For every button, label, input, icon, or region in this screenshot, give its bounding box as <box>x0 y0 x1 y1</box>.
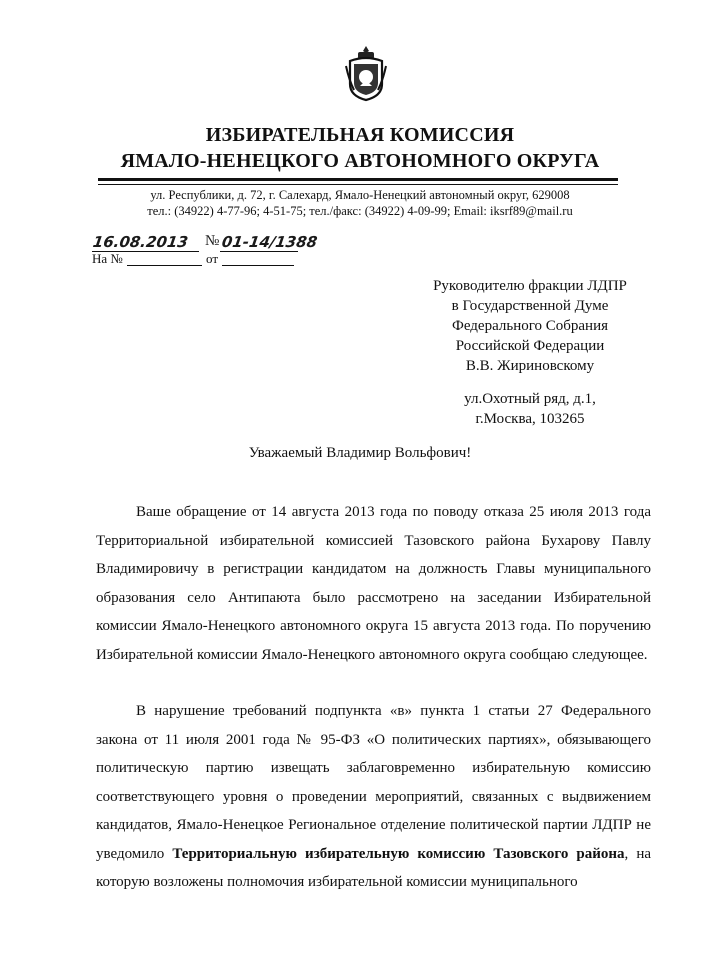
addressee-line: Российской Федерации <box>455 338 605 354</box>
greeting: Уважаемый Владимир Вольфович! <box>248 445 472 461</box>
addressee-city: г.Москва, 103265 <box>475 411 585 427</box>
coat-of-arms-icon <box>345 44 387 102</box>
addressee-name: В.В. Жириновскому <box>465 358 595 374</box>
header-divider-thin <box>98 184 618 185</box>
header-divider-thick <box>98 178 618 181</box>
body-paragraph-2 <box>96 697 651 897</box>
addressee-line: Федерального Собрания <box>451 318 609 334</box>
incoming-date-blank <box>222 265 294 266</box>
org-title-line2: ЯМАЛО-НЕНЕЦКОГО АВТОНОМНОГО ОКРУГА <box>120 150 600 172</box>
body-paragraph-1: Ваше обращение от 14 августа 2013 года по поводу отказа 25 июля 2013 года Территориальной избирательной комиссией Тазовского района Бухарову Павлу Владимировичу в регистрации кандидатом на должность Главы муниципального образования село Антипаюта было рассмотрено на заседании Избирательной комиссии Ямало-Ненецкого автономного округа 15 августа 2013 года. По поручению Избирательной комиссии Ямало-Ненецкого автономного округа сообщаю следующее. <box>96 504 651 663</box>
paragraph-2-tail: , на которую возложены полномочия избирательной комиссии муниципального <box>96 845 652 890</box>
paragraph-2-text: В нарушение требований подпункта «в» пункта 1 статьи 27 Федерального закона от 11 июля 2001 года № 95-ФЗ «О политических партиях», обязывающего политическую партию извещать заблаговременно избирательную комиссию соответствующего уровня о проведении мероприятий, связанных с выдвижением кандидатов, Ямало-Ненецкое Региональное отделение политической партии ЛДПР не уведомило <box>96 703 651 862</box>
org-address: ул. Республики, д. 72, г. Салехард, Ямало-Ненецкий автономный округ, 629008 <box>150 188 570 202</box>
addressee-line: Руководителю фракции ЛДПР <box>433 278 627 294</box>
addressee-block <box>420 276 640 376</box>
org-title-line1: ИЗБИРАТЕЛЬНАЯ КОМИССИЯ <box>205 124 515 146</box>
addressee-line: в Государственной Думе <box>451 298 609 314</box>
addressee-address <box>420 389 640 429</box>
incoming-number-blank <box>127 265 202 266</box>
outgoing-date: 16.08.2013 <box>91 233 190 251</box>
outgoing-number-label: № <box>205 233 220 249</box>
addressee-street: ул.Охотный ряд, д.1, <box>464 391 596 407</box>
org-contacts: тел.: (34922) 4-77-96; 4-51-75; тел./факс: (34922) 4-09-99; Email: iksrf89@mail.ru <box>147 204 573 218</box>
incoming-number-label: На № <box>92 251 123 266</box>
outgoing-number: 01-14/1388 <box>220 233 319 251</box>
paragraph-2-bold: Территориальную избирательную комиссию Тазовского района <box>172 845 625 862</box>
number-underline <box>220 251 298 252</box>
incoming-date-label: от <box>206 251 219 266</box>
